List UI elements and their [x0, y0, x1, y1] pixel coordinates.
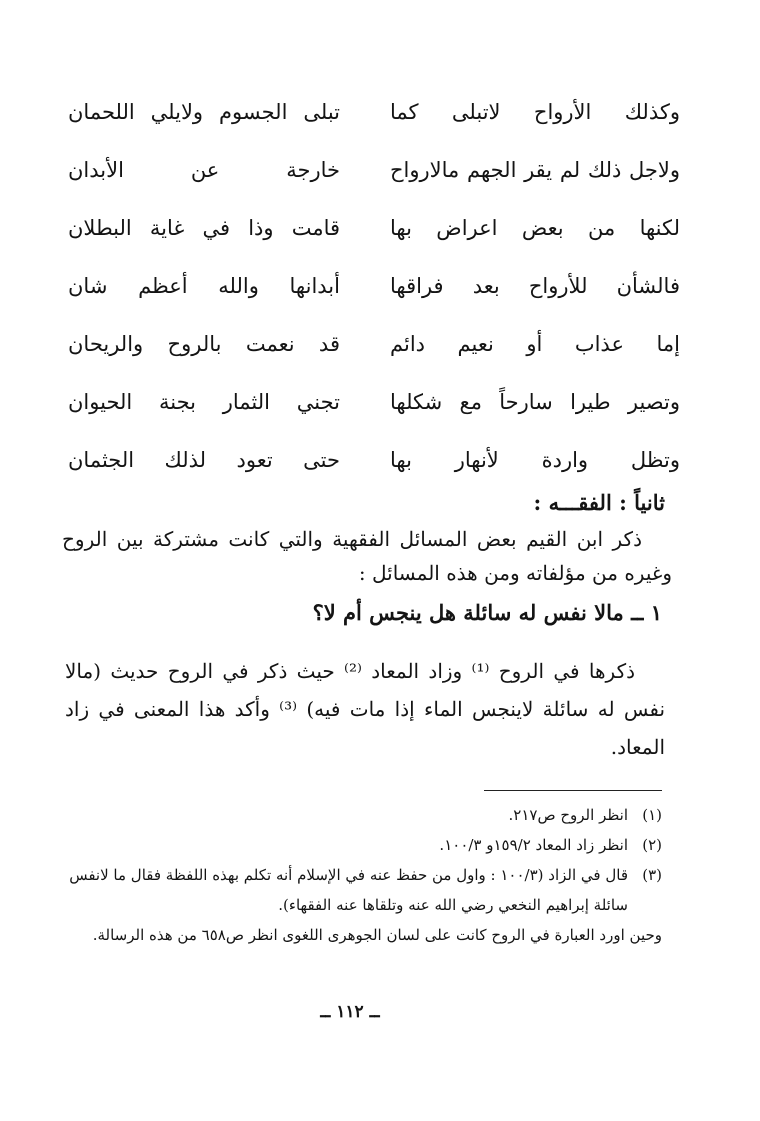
body-paragraph: ذكر ابن القيم بعض المسائل الفقهية والتي كانت مشتركة بين الروح وغيره من مؤلفاته ومن هذه المسائل :	[62, 527, 672, 585]
footnote-number: (١)	[642, 806, 662, 824]
verse-2	[60, 158, 680, 216]
footnote-continuation: وحين اورد العبارة في الروح كانت على لسان الجوهرى اللغوى انظر ص٦٥٨ من هذه الرسالة.	[92, 926, 662, 944]
poem-block	[60, 100, 680, 506]
verse-first-hemistich: وتظل واردة لأنهار بها	[390, 448, 680, 472]
verse-second-hemistich: قامت وذا في غاية البطلان	[68, 216, 340, 240]
verse-4	[60, 274, 680, 332]
footnote-text: انظر زاد المعاد ١٥٩/٢و ١٠٠/٣.	[439, 836, 628, 854]
verse-first-hemistich: لكنها من بعض اعراض بها	[390, 216, 680, 240]
verse-first-hemistich: ولاجل ذلك لم يقر الجهم مالارواح	[390, 158, 680, 182]
footnote	[62, 800, 662, 830]
footnote-divider	[484, 790, 662, 791]
verse-6	[60, 390, 680, 448]
footnote-number: (٢)	[642, 836, 662, 854]
verse-second-hemistich: قد نعمت بالروح والريحان	[68, 332, 340, 356]
verse-first-hemistich: إما عذاب أو نعيم دائم	[390, 332, 680, 356]
body-paragraph: ذكرها في الروح ⁽¹⁾ وزاد المعاد ⁽²⁾ حيث ذكر في الروح حديث (مالا نفس له سائلة لاينجس الماء إذا مات فيه) ⁽³⁾ وأكد هذا المعنى في زاد المعاد.	[65, 659, 666, 759]
footnote	[62, 860, 662, 920]
footnote-number: (٣)	[642, 866, 662, 884]
verse-first-hemistich: وتصير طيرا سارحاً مع شكلها	[390, 390, 680, 414]
footnotes	[62, 800, 662, 950]
verse-second-hemistich: أبدانها والله أعظم شان	[68, 274, 340, 298]
verse-1	[60, 100, 680, 158]
verse-5	[60, 332, 680, 390]
section-title: ثانياً : الفقـــه :	[533, 490, 665, 515]
verse-second-hemistich: تجني الثمار بجنة الحيوان	[68, 390, 340, 414]
footnote	[62, 830, 662, 860]
verse-second-hemistich: حتى تعود لذلك الجثمان	[68, 448, 340, 472]
footnote-text: قال في الزاد (١٠٠/٣ : واول من حفظ عنه في الإسلام أنه تكلم بهذه اللفظة فقال ما لانفس سائلة إبراهيم النخعي رضي الله عنه وتلقاها عنه الفقهاء).	[69, 866, 628, 914]
verse-second-hemistich: تبلى الجسوم ولايلي اللحمان	[68, 100, 340, 124]
verse-second-hemistich: خارجة عن الأبدان	[68, 158, 340, 182]
footnote-text: انظر الروح ص٢١٧.	[508, 806, 628, 824]
verse-3	[60, 216, 680, 274]
subsection-heading: ١ ــ مالا نفس له سائلة هل ينجس أم لا؟	[312, 600, 662, 625]
verse-first-hemistich: فالشأن للأرواح بعد فراقها	[390, 274, 680, 298]
verse-first-hemistich: وكذلك الأرواح لاتبلى كما	[390, 100, 680, 124]
page-number: ــ ١١٢ ــ	[320, 1002, 380, 1022]
